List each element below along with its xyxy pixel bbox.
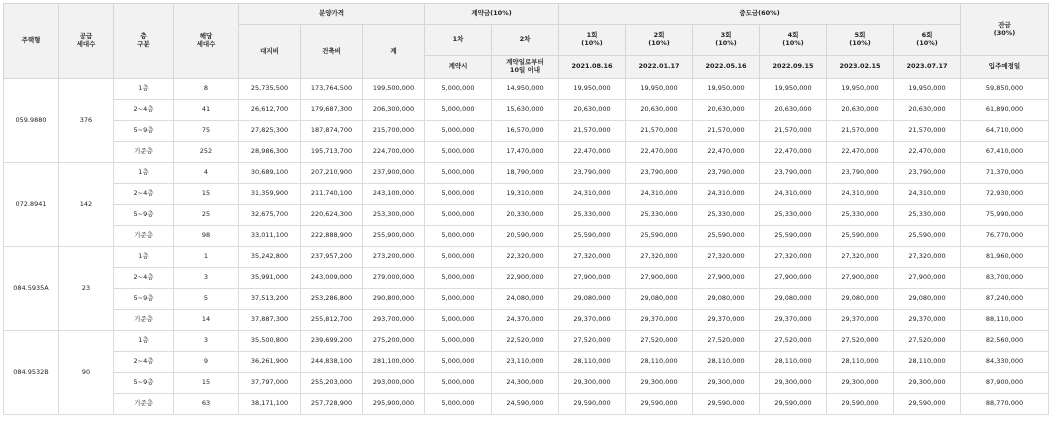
floor-cell: 기준층 (114, 394, 174, 415)
middle-payment-6-cell: 20,630,000 (894, 100, 961, 121)
middle-payment-4-cell: 29,590,000 (760, 394, 827, 415)
total-price-cell: 273,200,000 (363, 247, 425, 268)
units-cell: 3 (174, 268, 239, 289)
middle-payment-2-cell: 21,570,000 (626, 121, 693, 142)
middle-payment-3-cell: 23,790,000 (693, 163, 760, 184)
middle-payment-1-cell: 21,570,000 (559, 121, 626, 142)
middle-payment-6-cell: 25,330,000 (894, 205, 961, 226)
table-row (4, 100, 1049, 121)
balance-cell: 64,710,000 (961, 121, 1049, 142)
table-row (4, 373, 1049, 394)
supply-units-cell: 90 (59, 331, 114, 415)
middle-payment-6-cell: 19,950,000 (894, 79, 961, 100)
table-row (4, 79, 1049, 100)
deposit-second-cell: 15,630,000 (492, 100, 559, 121)
floor-cell: 5~9층 (114, 121, 174, 142)
total-price-cell: 279,000,000 (363, 268, 425, 289)
middle-payment-1-cell: 29,080,000 (559, 289, 626, 310)
middle-payment-6-cell: 29,300,000 (894, 373, 961, 394)
header-building-cost: 건축비 (301, 25, 363, 79)
middle-payment-4-cell: 29,300,000 (760, 373, 827, 394)
middle-payment-3-cell: 19,950,000 (693, 79, 760, 100)
floor-cell: 2~4층 (114, 268, 174, 289)
land-cost-cell: 25,735,500 (239, 79, 301, 100)
deposit-first-cell: 5,000,000 (425, 268, 492, 289)
building-cost-cell: 220,624,300 (301, 205, 363, 226)
middle-payment-1-cell: 25,330,000 (559, 205, 626, 226)
middle-payment-1-cell: 24,310,000 (559, 184, 626, 205)
building-cost-cell: 173,764,500 (301, 79, 363, 100)
balance-cell: 75,990,000 (961, 205, 1049, 226)
middle-payment-2-cell: 27,900,000 (626, 268, 693, 289)
deposit-first-cell: 5,000,000 (425, 289, 492, 310)
header-middle-6-date: 2023.07.17 (894, 56, 961, 79)
deposit-first-cell: 5,000,000 (425, 100, 492, 121)
floor-cell: 기준층 (114, 142, 174, 163)
land-cost-cell: 30,689,100 (239, 163, 301, 184)
balance-cell: 81,960,000 (961, 247, 1049, 268)
middle-payment-5-cell: 27,520,000 (827, 331, 894, 352)
middle-payment-5-cell: 23,790,000 (827, 163, 894, 184)
supply-units-cell: 23 (59, 247, 114, 331)
middle-payment-5-cell: 24,310,000 (827, 184, 894, 205)
deposit-first-cell: 5,000,000 (425, 352, 492, 373)
house-type-cell: 059.9880 (4, 79, 59, 163)
balance-cell: 84,330,000 (961, 352, 1049, 373)
middle-payment-5-cell: 25,590,000 (827, 226, 894, 247)
middle-payment-2-cell: 23,790,000 (626, 163, 693, 184)
deposit-second-cell: 20,330,000 (492, 205, 559, 226)
land-cost-cell: 33,011,100 (239, 226, 301, 247)
house-type-cell: 072.8941 (4, 163, 59, 247)
middle-payment-5-cell: 29,370,000 (827, 310, 894, 331)
header-land-cost: 대지비 (239, 25, 301, 79)
floor-cell: 5~9층 (114, 289, 174, 310)
deposit-second-cell: 18,790,000 (492, 163, 559, 184)
header-middle-payment: 중도금(60%) (559, 4, 961, 25)
total-price-cell: 295,900,000 (363, 394, 425, 415)
middle-payment-4-cell: 29,370,000 (760, 310, 827, 331)
middle-payment-3-cell: 25,330,000 (693, 205, 760, 226)
middle-payment-3-cell: 21,570,000 (693, 121, 760, 142)
middle-payment-4-cell: 23,790,000 (760, 163, 827, 184)
header-middle-2-date: 2022.01.17 (626, 56, 693, 79)
middle-payment-1-cell: 19,950,000 (559, 79, 626, 100)
middle-payment-4-cell: 27,320,000 (760, 247, 827, 268)
middle-payment-2-cell: 20,630,000 (626, 100, 693, 121)
building-cost-cell: 243,009,000 (301, 268, 363, 289)
floor-cell: 1층 (114, 163, 174, 184)
building-cost-cell: 195,713,700 (301, 142, 363, 163)
floor-cell: 기준층 (114, 310, 174, 331)
middle-payment-5-cell: 29,590,000 (827, 394, 894, 415)
middle-payment-6-cell: 29,080,000 (894, 289, 961, 310)
header-house-type: 주택형 (4, 4, 59, 79)
building-cost-cell: 222,888,900 (301, 226, 363, 247)
deposit-second-cell: 16,570,000 (492, 121, 559, 142)
building-cost-cell: 187,874,700 (301, 121, 363, 142)
deposit-first-cell: 5,000,000 (425, 205, 492, 226)
header-deposit-second: 2차 (492, 25, 559, 56)
middle-payment-3-cell: 22,470,000 (693, 142, 760, 163)
middle-payment-5-cell: 29,300,000 (827, 373, 894, 394)
middle-payment-6-cell: 29,370,000 (894, 310, 961, 331)
header-balance-when: 입주예정일 (961, 56, 1049, 79)
middle-payment-6-cell: 27,520,000 (894, 331, 961, 352)
deposit-second-cell: 24,300,000 (492, 373, 559, 394)
middle-payment-3-cell: 20,630,000 (693, 100, 760, 121)
header-middle-4: 4회 (10%) (760, 25, 827, 56)
units-cell: 15 (174, 184, 239, 205)
middle-payment-2-cell: 27,320,000 (626, 247, 693, 268)
table-row (4, 394, 1049, 415)
table-row (4, 184, 1049, 205)
table-header (4, 4, 1049, 79)
deposit-first-cell: 5,000,000 (425, 79, 492, 100)
header-middle-3-date: 2022.05.16 (693, 56, 760, 79)
total-price-cell: 293,000,000 (363, 373, 425, 394)
supply-units-cell: 142 (59, 163, 114, 247)
table-row (4, 226, 1049, 247)
payment-schedule-table (3, 3, 1049, 415)
building-cost-cell: 239,699,200 (301, 331, 363, 352)
balance-cell: 88,110,000 (961, 310, 1049, 331)
floor-cell: 1층 (114, 79, 174, 100)
middle-payment-2-cell: 27,520,000 (626, 331, 693, 352)
middle-payment-1-cell: 23,790,000 (559, 163, 626, 184)
middle-payment-1-cell: 29,300,000 (559, 373, 626, 394)
header-deposit-first: 1차 (425, 25, 492, 56)
units-cell: 9 (174, 352, 239, 373)
deposit-first-cell: 5,000,000 (425, 310, 492, 331)
middle-payment-6-cell: 22,470,000 (894, 142, 961, 163)
table-row (4, 247, 1049, 268)
deposit-first-cell: 5,000,000 (425, 247, 492, 268)
total-price-cell: 293,700,000 (363, 310, 425, 331)
middle-payment-2-cell: 22,470,000 (626, 142, 693, 163)
land-cost-cell: 26,612,700 (239, 100, 301, 121)
total-price-cell: 290,800,000 (363, 289, 425, 310)
middle-payment-3-cell: 27,320,000 (693, 247, 760, 268)
header-deposit: 계약금(10%) (425, 4, 559, 25)
total-price-cell: 215,700,000 (363, 121, 425, 142)
deposit-first-cell: 5,000,000 (425, 121, 492, 142)
deposit-second-cell: 20,590,000 (492, 226, 559, 247)
floor-cell: 2~4층 (114, 352, 174, 373)
units-cell: 8 (174, 79, 239, 100)
middle-payment-5-cell: 22,470,000 (827, 142, 894, 163)
middle-payment-4-cell: 20,630,000 (760, 100, 827, 121)
table-row (4, 163, 1049, 184)
middle-payment-3-cell: 29,590,000 (693, 394, 760, 415)
balance-cell: 61,890,000 (961, 100, 1049, 121)
total-price-cell: 253,300,000 (363, 205, 425, 226)
middle-payment-4-cell: 27,900,000 (760, 268, 827, 289)
middle-payment-4-cell: 29,080,000 (760, 289, 827, 310)
deposit-second-cell: 24,370,000 (492, 310, 559, 331)
building-cost-cell: 207,210,900 (301, 163, 363, 184)
middle-payment-3-cell: 29,300,000 (693, 373, 760, 394)
table-row (4, 352, 1049, 373)
header-middle-5-date: 2023.02.15 (827, 56, 894, 79)
units-cell: 14 (174, 310, 239, 331)
floor-cell: 5~9층 (114, 373, 174, 394)
floor-cell: 1층 (114, 331, 174, 352)
deposit-second-cell: 22,320,000 (492, 247, 559, 268)
units-cell: 4 (174, 163, 239, 184)
middle-payment-6-cell: 29,590,000 (894, 394, 961, 415)
balance-cell: 83,700,000 (961, 268, 1049, 289)
header-middle-3: 3회 (10%) (693, 25, 760, 56)
middle-payment-4-cell: 25,330,000 (760, 205, 827, 226)
land-cost-cell: 37,513,200 (239, 289, 301, 310)
middle-payment-5-cell: 28,110,000 (827, 352, 894, 373)
middle-payment-6-cell: 21,570,000 (894, 121, 961, 142)
middle-payment-2-cell: 24,310,000 (626, 184, 693, 205)
header-supply-units: 공급 세대수 (59, 4, 114, 79)
middle-payment-1-cell: 25,590,000 (559, 226, 626, 247)
header-balance: 잔금 (30%) (961, 4, 1049, 56)
total-price-cell: 237,900,000 (363, 163, 425, 184)
floor-cell: 기준층 (114, 226, 174, 247)
middle-payment-4-cell: 19,950,000 (760, 79, 827, 100)
balance-cell: 88,770,000 (961, 394, 1049, 415)
middle-payment-5-cell: 27,900,000 (827, 268, 894, 289)
deposit-first-cell: 5,000,000 (425, 163, 492, 184)
land-cost-cell: 35,242,800 (239, 247, 301, 268)
middle-payment-6-cell: 27,320,000 (894, 247, 961, 268)
header-deposit-second-when: 계약일로부터 10일 이내 (492, 56, 559, 79)
deposit-second-cell: 19,310,000 (492, 184, 559, 205)
middle-payment-2-cell: 29,300,000 (626, 373, 693, 394)
middle-payment-1-cell: 29,370,000 (559, 310, 626, 331)
units-cell: 98 (174, 226, 239, 247)
units-cell: 5 (174, 289, 239, 310)
building-cost-cell: 237,957,200 (301, 247, 363, 268)
middle-payment-2-cell: 29,080,000 (626, 289, 693, 310)
header-floor-group: 층 구분 (114, 4, 174, 79)
total-price-cell: 255,900,000 (363, 226, 425, 247)
middle-payment-6-cell: 28,110,000 (894, 352, 961, 373)
middle-payment-5-cell: 27,320,000 (827, 247, 894, 268)
header-sale-price: 분양가격 (239, 4, 425, 25)
table-row (4, 142, 1049, 163)
balance-cell: 87,240,000 (961, 289, 1049, 310)
middle-payment-1-cell: 20,630,000 (559, 100, 626, 121)
middle-payment-4-cell: 27,520,000 (760, 331, 827, 352)
middle-payment-6-cell: 25,590,000 (894, 226, 961, 247)
price-table-container (3, 3, 1049, 415)
deposit-first-cell: 5,000,000 (425, 373, 492, 394)
middle-payment-3-cell: 27,900,000 (693, 268, 760, 289)
land-cost-cell: 32,675,700 (239, 205, 301, 226)
balance-cell: 82,560,000 (961, 331, 1049, 352)
middle-payment-4-cell: 28,110,000 (760, 352, 827, 373)
balance-cell: 72,930,000 (961, 184, 1049, 205)
units-cell: 41 (174, 100, 239, 121)
balance-cell: 87,900,000 (961, 373, 1049, 394)
land-cost-cell: 38,171,100 (239, 394, 301, 415)
building-cost-cell: 257,728,900 (301, 394, 363, 415)
balance-cell: 67,410,000 (961, 142, 1049, 163)
building-cost-cell: 179,687,300 (301, 100, 363, 121)
deposit-first-cell: 5,000,000 (425, 226, 492, 247)
floor-cell: 5~9층 (114, 205, 174, 226)
total-price-cell: 224,700,000 (363, 142, 425, 163)
middle-payment-4-cell: 25,590,000 (760, 226, 827, 247)
header-deposit-first-when: 계약시 (425, 56, 492, 79)
header-middle-1: 1회 (10%) (559, 25, 626, 56)
deposit-second-cell: 24,590,000 (492, 394, 559, 415)
building-cost-cell: 253,286,800 (301, 289, 363, 310)
house-type-cell: 084.9532B (4, 331, 59, 415)
table-body (4, 79, 1049, 415)
units-cell: 252 (174, 142, 239, 163)
land-cost-cell: 37,797,000 (239, 373, 301, 394)
deposit-first-cell: 5,000,000 (425, 142, 492, 163)
units-cell: 63 (174, 394, 239, 415)
land-cost-cell: 35,991,000 (239, 268, 301, 289)
middle-payment-3-cell: 29,370,000 (693, 310, 760, 331)
floor-cell: 1층 (114, 247, 174, 268)
header-middle-6: 6회 (10%) (894, 25, 961, 56)
middle-payment-4-cell: 21,570,000 (760, 121, 827, 142)
header-applicable-units: 해당 세대수 (174, 4, 239, 79)
header-middle-5: 5회 (10%) (827, 25, 894, 56)
table-row (4, 121, 1049, 142)
middle-payment-3-cell: 29,080,000 (693, 289, 760, 310)
balance-cell: 59,850,000 (961, 79, 1049, 100)
deposit-second-cell: 14,950,000 (492, 79, 559, 100)
middle-payment-2-cell: 29,590,000 (626, 394, 693, 415)
header-middle-1-date: 2021.08.16 (559, 56, 626, 79)
floor-cell: 2~4층 (114, 100, 174, 121)
total-price-cell: 243,100,000 (363, 184, 425, 205)
floor-cell: 2~4층 (114, 184, 174, 205)
units-cell: 15 (174, 373, 239, 394)
middle-payment-6-cell: 27,900,000 (894, 268, 961, 289)
total-price-cell: 206,300,000 (363, 100, 425, 121)
units-cell: 25 (174, 205, 239, 226)
middle-payment-1-cell: 27,900,000 (559, 268, 626, 289)
middle-payment-2-cell: 25,330,000 (626, 205, 693, 226)
middle-payment-2-cell: 28,110,000 (626, 352, 693, 373)
land-cost-cell: 27,825,300 (239, 121, 301, 142)
header-middle-2: 2회 (10%) (626, 25, 693, 56)
middle-payment-5-cell: 19,950,000 (827, 79, 894, 100)
deposit-second-cell: 22,900,000 (492, 268, 559, 289)
units-cell: 1 (174, 247, 239, 268)
table-row (4, 310, 1049, 331)
land-cost-cell: 35,500,800 (239, 331, 301, 352)
land-cost-cell: 36,261,900 (239, 352, 301, 373)
table-row (4, 289, 1049, 310)
building-cost-cell: 211,740,100 (301, 184, 363, 205)
building-cost-cell: 255,203,000 (301, 373, 363, 394)
total-price-cell: 275,200,000 (363, 331, 425, 352)
balance-cell: 76,770,000 (961, 226, 1049, 247)
middle-payment-4-cell: 24,310,000 (760, 184, 827, 205)
middle-payment-2-cell: 29,370,000 (626, 310, 693, 331)
middle-payment-3-cell: 28,110,000 (693, 352, 760, 373)
deposit-second-cell: 24,080,000 (492, 289, 559, 310)
middle-payment-5-cell: 25,330,000 (827, 205, 894, 226)
building-cost-cell: 255,812,700 (301, 310, 363, 331)
deposit-first-cell: 5,000,000 (425, 394, 492, 415)
middle-payment-2-cell: 19,950,000 (626, 79, 693, 100)
middle-payment-5-cell: 21,570,000 (827, 121, 894, 142)
building-cost-cell: 244,838,100 (301, 352, 363, 373)
units-cell: 3 (174, 331, 239, 352)
middle-payment-1-cell: 29,590,000 (559, 394, 626, 415)
middle-payment-5-cell: 20,630,000 (827, 100, 894, 121)
units-cell: 75 (174, 121, 239, 142)
deposit-second-cell: 22,520,000 (492, 331, 559, 352)
middle-payment-6-cell: 24,310,000 (894, 184, 961, 205)
middle-payment-1-cell: 22,470,000 (559, 142, 626, 163)
middle-payment-6-cell: 23,790,000 (894, 163, 961, 184)
deposit-second-cell: 17,470,000 (492, 142, 559, 163)
house-type-cell: 084.5935A (4, 247, 59, 331)
header-total-price: 계 (363, 25, 425, 79)
middle-payment-1-cell: 27,520,000 (559, 331, 626, 352)
middle-payment-3-cell: 25,590,000 (693, 226, 760, 247)
deposit-first-cell: 5,000,000 (425, 184, 492, 205)
total-price-cell: 199,500,000 (363, 79, 425, 100)
table-row (4, 268, 1049, 289)
middle-payment-2-cell: 25,590,000 (626, 226, 693, 247)
middle-payment-1-cell: 27,320,000 (559, 247, 626, 268)
total-price-cell: 281,100,000 (363, 352, 425, 373)
deposit-second-cell: 23,110,000 (492, 352, 559, 373)
balance-cell: 71,370,000 (961, 163, 1049, 184)
middle-payment-5-cell: 29,080,000 (827, 289, 894, 310)
middle-payment-3-cell: 24,310,000 (693, 184, 760, 205)
supply-units-cell: 376 (59, 79, 114, 163)
middle-payment-3-cell: 27,520,000 (693, 331, 760, 352)
table-row (4, 331, 1049, 352)
land-cost-cell: 37,887,300 (239, 310, 301, 331)
middle-payment-4-cell: 22,470,000 (760, 142, 827, 163)
middle-payment-1-cell: 28,110,000 (559, 352, 626, 373)
land-cost-cell: 31,359,900 (239, 184, 301, 205)
land-cost-cell: 28,986,300 (239, 142, 301, 163)
header-middle-4-date: 2022.09.15 (760, 56, 827, 79)
deposit-first-cell: 5,000,000 (425, 331, 492, 352)
table-row (4, 205, 1049, 226)
